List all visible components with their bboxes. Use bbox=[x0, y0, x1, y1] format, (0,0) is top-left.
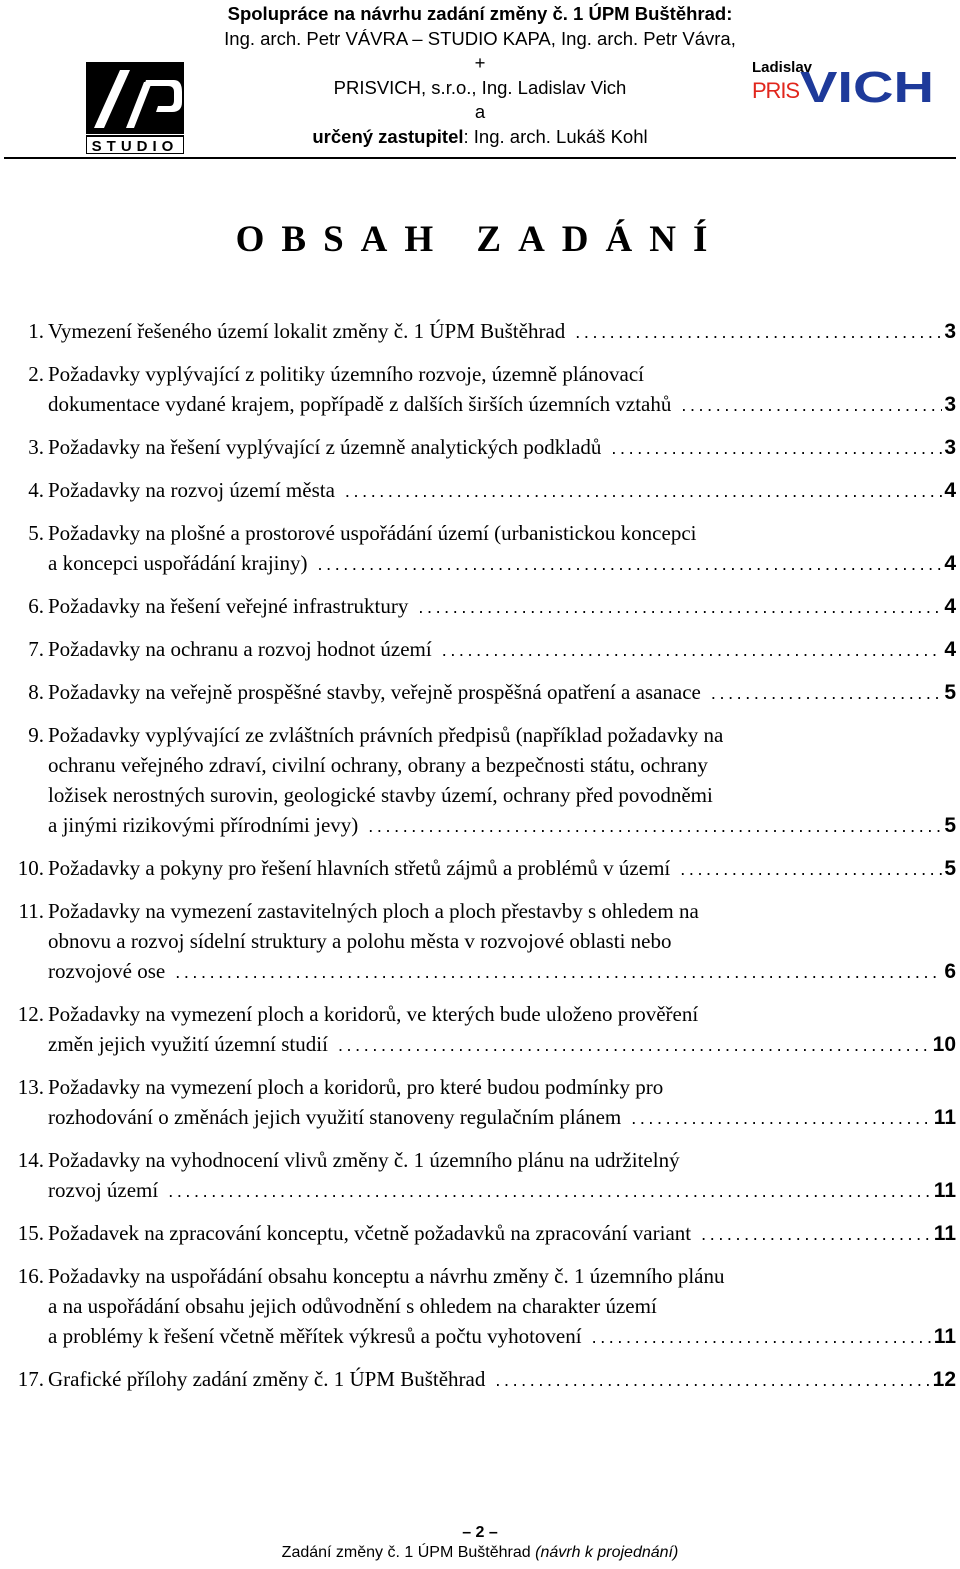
dot-leader bbox=[601, 433, 942, 463]
page-header bbox=[0, 0, 960, 160]
toc-entry[interactable] bbox=[0, 896, 960, 987]
toc-entry-text: a koncepci uspořádání krajiny) bbox=[48, 551, 308, 575]
toc-entry[interactable] bbox=[0, 677, 960, 708]
dot-leader bbox=[432, 635, 943, 665]
toc-entry-text: a jinými rizikovými přírodními jevy) bbox=[48, 813, 359, 837]
toc-entry[interactable] bbox=[0, 359, 960, 420]
dot-leader bbox=[670, 854, 942, 884]
footer-status: (návrh k projednání) bbox=[535, 1544, 679, 1561]
toc-entry-page: 11 bbox=[933, 1106, 956, 1129]
toc-entry-number: 5. bbox=[28, 521, 44, 545]
toc-entry-page: 5 bbox=[944, 681, 956, 704]
page-footer bbox=[0, 1524, 960, 1562]
dot-leader bbox=[691, 1219, 932, 1249]
toc-entry[interactable] bbox=[0, 1218, 960, 1249]
toc-entry-page: 4 bbox=[944, 479, 956, 502]
toc-entry[interactable] bbox=[0, 999, 960, 1060]
toc-entry-text: rozvojové ose bbox=[48, 959, 166, 983]
toc-entry-page: 12 bbox=[932, 1368, 956, 1391]
toc-entry-text: a na uspořádání obsahu jejich odůvodnění s ohledem na charakter území bbox=[48, 1294, 657, 1318]
toc-entry-page: 3 bbox=[944, 393, 956, 416]
toc-entry[interactable] bbox=[0, 316, 960, 347]
dot-leader bbox=[565, 317, 942, 347]
toc-entry-text: Vymezení řešeného území lokalit změny č. 1 ÚPM Buštěhrad bbox=[48, 319, 566, 343]
header-line-2: Ing. arch. Petr VÁVRA – STUDIO KAPA, Ing. arch. Petr Vávra, bbox=[224, 27, 736, 49]
toc-entry-page: 11 bbox=[933, 1325, 956, 1348]
header-line-6 bbox=[180, 125, 780, 150]
document-title: OBSAH ZADÁNÍ bbox=[235, 219, 725, 260]
toc-entry-text: obnovu a rozvoj sídelní struktury a polohu města v rozvojové oblasti nebo bbox=[48, 929, 672, 953]
toc-entry-text: Požadavky na vymezení ploch a koridorů, ve kterých bude uloženo prověření bbox=[48, 1002, 699, 1026]
toc-entry-text: Požadavky na veřejně prospěšné stavby, veřejně prospěšná opatření a asanace bbox=[48, 680, 701, 704]
toc-entry-page: 4 bbox=[944, 638, 956, 661]
toc-entry[interactable] bbox=[0, 853, 960, 884]
toc-entry-text: Požadavky na řešení vyplývající z územně analytických podkladů bbox=[48, 435, 602, 459]
toc-entry[interactable] bbox=[0, 634, 960, 665]
dot-leader bbox=[485, 1365, 930, 1395]
toc-entry-number: 9. bbox=[28, 723, 44, 747]
toc-entry-page: 3 bbox=[944, 320, 956, 343]
toc-entry[interactable] bbox=[0, 518, 960, 579]
studio-logo-text: STUDIO bbox=[91, 138, 179, 154]
toc-entry-text: Požadavky na plošné a prostorové uspořádání území (urbanistickou koncepci bbox=[48, 521, 697, 545]
toc-entry[interactable] bbox=[0, 1145, 960, 1206]
prisvich-logo-small: Ladislav bbox=[752, 59, 813, 76]
dot-leader bbox=[671, 390, 942, 420]
dot-leader bbox=[582, 1322, 932, 1352]
toc-entry-number: 2. bbox=[28, 362, 44, 386]
toc-entry-page: 10 bbox=[932, 1033, 956, 1056]
toc-entry-text: Požadavky na řešení veřejné infrastruktury bbox=[48, 594, 409, 618]
dot-leader bbox=[308, 549, 943, 579]
toc-entry-number: 11. bbox=[18, 899, 44, 923]
toc-entry-text: Požadavky na rozvoj území města bbox=[48, 478, 335, 502]
page-number: – 2 – bbox=[462, 1524, 498, 1541]
footer-document-name: Zadání změny č. 1 ÚPM Buštěhrad bbox=[281, 1544, 531, 1561]
toc-entry-text: rozvoj území bbox=[48, 1178, 159, 1202]
prisvich-logo-vich: VICH bbox=[800, 63, 934, 106]
toc-entry[interactable] bbox=[0, 591, 960, 622]
dot-leader bbox=[358, 811, 942, 841]
toc-entry-page: 11 bbox=[933, 1179, 956, 1202]
toc-entry-text: Požadavky a pokyny pro řešení hlavních střetů zájmů a problémů v území bbox=[48, 856, 671, 880]
toc-entry[interactable] bbox=[0, 1072, 960, 1133]
toc-entry-page: 3 bbox=[944, 436, 956, 459]
toc-entry-number: 13. bbox=[17, 1075, 44, 1099]
header-divider bbox=[4, 157, 956, 159]
toc-entry-number: 15. bbox=[17, 1221, 44, 1245]
toc-entry[interactable] bbox=[0, 1261, 960, 1352]
footer-text bbox=[0, 1544, 960, 1562]
toc-entry-number: 16. bbox=[17, 1264, 44, 1288]
toc-entry-text: rozhodování o změnách jejich využití stanoveny regulačním plánem bbox=[48, 1105, 622, 1129]
toc-entry-number: 4. bbox=[28, 478, 44, 502]
dot-leader bbox=[158, 1176, 932, 1206]
toc-entry-text: Požadavky na uspořádání obsahu konceptu a návrhu změny č. 1 územního plánu bbox=[48, 1264, 725, 1288]
toc-entry-number: 17. bbox=[17, 1367, 44, 1391]
toc-entry-page: 4 bbox=[944, 595, 956, 618]
toc-entry-text: změn jejich využití územní studií bbox=[48, 1032, 328, 1056]
toc-entry-number: 14. bbox=[17, 1148, 44, 1172]
dot-leader bbox=[408, 592, 942, 622]
toc-entry[interactable] bbox=[0, 720, 960, 841]
toc-entry-text: Požadavky vyplývající z politiky územního rozvoje, územně plánovací bbox=[48, 362, 644, 386]
toc-entry[interactable] bbox=[0, 475, 960, 506]
header-text bbox=[180, 0, 780, 149]
toc-entry-text: Požadavky na ochranu a rozvoj hodnot území bbox=[48, 637, 432, 661]
dot-leader bbox=[165, 957, 942, 987]
header-line-1: Spolupráce na návrhu zadání změny č. 1 ÚPM Buštěhrad: bbox=[227, 3, 733, 24]
toc-entry-text: Požadavky vyplývající ze zvláštních právních předpisů (například požadavky na bbox=[48, 723, 724, 747]
toc-entry[interactable] bbox=[0, 432, 960, 463]
toc-entry-number: 8. bbox=[28, 680, 44, 704]
toc-entry-text: Grafické přílohy zadání změny č. 1 ÚPM Buštěhrad bbox=[48, 1367, 486, 1391]
prisvich-logo-pris: PRIS bbox=[752, 78, 800, 103]
studio-kapa-logo bbox=[86, 62, 184, 154]
toc-entry-number: 1. bbox=[28, 319, 44, 343]
toc-entry-text: ložisek nerostných surovin, geologické stavby území, ochrany před povodněmi bbox=[48, 783, 713, 807]
toc-entry-page: 4 bbox=[944, 552, 956, 575]
toc-entry-page: 11 bbox=[933, 1222, 956, 1245]
toc-entry-number: 12. bbox=[17, 1002, 44, 1026]
designated-representative-name: : Ing. arch. Lukáš Kohl bbox=[463, 125, 648, 147]
toc-entry-text: Požadavky na vymezení zastavitelných ploch a ploch přestavby s ohledem na bbox=[48, 899, 699, 923]
header-line-5: a bbox=[474, 101, 486, 122]
toc-entry-number: 3. bbox=[28, 435, 44, 459]
dot-leader bbox=[328, 1030, 931, 1060]
prisvich-logo bbox=[750, 58, 936, 106]
toc-entry-text: a problémy k řešení včetně měřítek výkresů a počtu vyhotovení bbox=[48, 1324, 582, 1348]
toc-entry-page: 5 bbox=[944, 814, 956, 837]
dot-leader bbox=[701, 678, 942, 708]
toc-entry-text: Požadavek na zpracování konceptu, včetně požadavků na zpracování variant bbox=[48, 1221, 692, 1245]
toc-entry[interactable] bbox=[0, 1364, 960, 1395]
dot-leader bbox=[621, 1103, 932, 1133]
designated-representative-label: určený zastupitel bbox=[312, 125, 464, 147]
dot-leader bbox=[335, 476, 942, 506]
table-of-contents bbox=[0, 316, 960, 1407]
toc-entry-text: dokumentace vydané krajem, popřípadě z dalších širších územních vztahů bbox=[48, 392, 672, 416]
toc-entry-page: 5 bbox=[944, 857, 956, 880]
toc-entry-number: 10. bbox=[17, 856, 44, 880]
toc-entry-text: Požadavky na vyhodnocení vlivů změny č. 1 územního plánu na udržitelný bbox=[48, 1148, 680, 1172]
header-line-3: + bbox=[474, 52, 486, 73]
toc-entry-number: 6. bbox=[28, 594, 44, 618]
header-line-4: PRISVICH, s.r.o., Ing. Ladislav Vich bbox=[333, 76, 627, 98]
toc-entry-text: Požadavky na vymezení ploch a koridorů, pro které budou podmínky pro bbox=[48, 1075, 664, 1099]
toc-entry-number: 7. bbox=[28, 637, 44, 661]
toc-entry-page: 6 bbox=[944, 960, 956, 983]
toc-entry-text: ochranu veřejného zdraví, civilní ochrany, obrany a bezpečnosti státu, ochrany bbox=[48, 753, 708, 777]
